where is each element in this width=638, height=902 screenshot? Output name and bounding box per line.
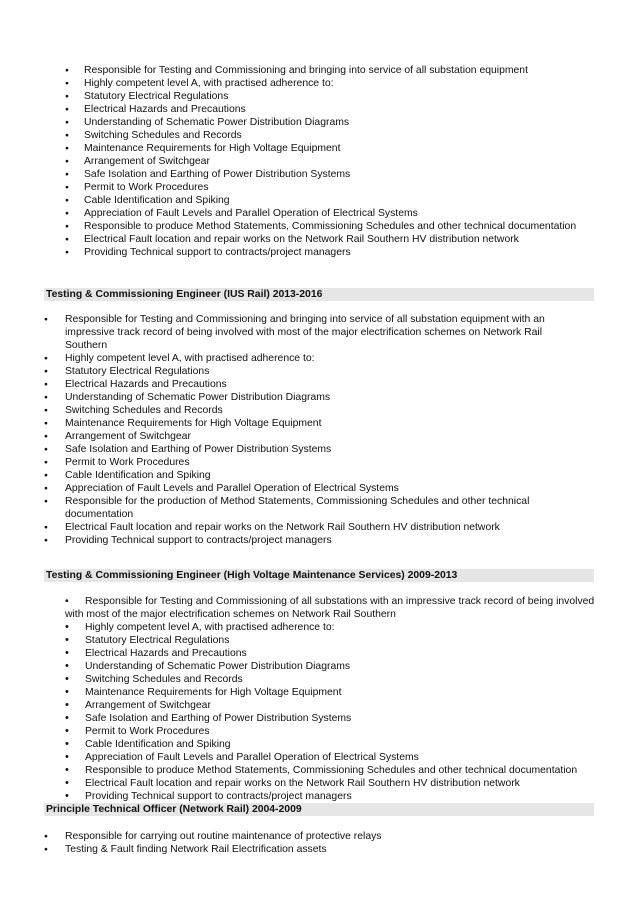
list-item: ● Responsible for Testing and Commissioning and bringing into service of all substation equipment with an impressive track record of being involved with most of the major electrification schemes on Network Rail Southern (65, 313, 580, 352)
list-item: ● Maintenance Requirements for High Voltage Equipment (84, 142, 604, 155)
lead-paragraph (65, 595, 595, 621)
list-item: ● Responsible for Testing and Commissioning and bringing into service of all substation equipment (84, 64, 604, 77)
duties-list-hv-maintenance-services (85, 621, 595, 803)
list-item: • Cable Identification and Spiking (85, 738, 595, 751)
section-heading-ius-rail: Testing & Commissioning Engineer (IUS Rail) 2013-2016 (44, 288, 594, 301)
list-item: ● Safe Isolation and Earthing of Power Distribution Systems (65, 443, 580, 456)
list-item: ● Arrangement of Switchgear (65, 430, 580, 443)
list-item: • Appreciation of Fault Levels and Parallel Operation of Electrical Systems (85, 751, 595, 764)
list-item: ● Understanding of Schematic Power Distribution Diagrams (65, 391, 580, 404)
lead-text: Responsible for Testing and Commissioning of all substations with an impressive track record of being involved with most of the major electrification schemes on Network Rail Southern (65, 596, 595, 620)
list-item: ● Highly competent level A, with practised adherence to: (84, 77, 604, 90)
list-item: ● Testing & Fault finding Network Rail Electrification assets (65, 843, 580, 856)
list-item: ● Responsible to produce Method Statements, Commissioning Schedules and other technical documentation (84, 220, 604, 233)
list-item: ● Providing Technical support to contracts/project managers (84, 246, 604, 259)
list-item: ● Permit to Work Procedures (84, 181, 604, 194)
list-item: ● Permit to Work Procedures (65, 456, 580, 469)
list-item: • Electrical Hazards and Precautions (85, 647, 595, 660)
list-item: • Arrangement of Switchgear (85, 699, 595, 712)
list-item: • Highly competent level A, with practised adherence to: (85, 621, 595, 634)
duties-list-network-rail (65, 830, 580, 856)
list-item: ● Responsible for the production of Method Statements, Commissioning Schedules and other technical documentation (65, 495, 580, 521)
list-item: • Statutory Electrical Regulations (85, 634, 595, 647)
list-item: • Providing Technical support to contracts/project managers (85, 790, 595, 803)
list-item: ● Safe Isolation and Earthing of Power Distribution Systems (84, 168, 604, 181)
list-item: ● Switching Schedules and Records (84, 129, 604, 142)
list-item: • Maintenance Requirements for High Voltage Equipment (85, 686, 595, 699)
list-item: ● Understanding of Schematic Power Distribution Diagrams (84, 116, 604, 129)
list-item: ● Electrical Fault location and repair works on the Network Rail Southern HV distribution network (84, 233, 604, 246)
section-heading-hv-maintenance-services: Testing & Commissioning Engineer (High Voltage Maintenance Services) 2009-2013 (44, 569, 594, 582)
list-item: • Electrical Fault location and repair works on the Network Rail Southern HV distribution network (85, 777, 595, 790)
list-item: • Responsible to produce Method Statements, Commissioning Schedules and other technical documentation (85, 764, 595, 777)
list-item: ● Cable Identification and Spiking (65, 469, 580, 482)
list-item: ● Appreciation of Fault Levels and Parallel Operation of Electrical Systems (65, 482, 580, 495)
list-item: ● Electrical Fault location and repair works on the Network Rail Southern HV distribution network (65, 521, 580, 534)
bullet-marker: • (65, 596, 69, 607)
list-item: ● Statutory Electrical Regulations (65, 365, 580, 378)
section-heading-network-rail: Principle Technical Officer (Network Rail) 2004-2009 (44, 803, 594, 816)
list-item: ● Switching Schedules and Records (65, 404, 580, 417)
duties-block-hv-maintenance-services (65, 595, 595, 803)
list-item: ● Highly competent level A, with practised adherence to: (65, 352, 580, 365)
list-item: ● Providing Technical support to contracts/project managers (65, 534, 580, 547)
list-item: ● Electrical Hazards and Precautions (65, 378, 580, 391)
list-item: ● Maintenance Requirements for High Voltage Equipment (65, 417, 580, 430)
list-item: ● Responsible for carrying out routine maintenance of protective relays (65, 830, 580, 843)
list-item: ● Cable Identification and Spiking (84, 194, 604, 207)
duties-list-ius-rail (65, 313, 580, 547)
list-item: • Safe Isolation and Earthing of Power Distribution Systems (85, 712, 595, 725)
list-item: ● Appreciation of Fault Levels and Parallel Operation of Electrical Systems (84, 207, 604, 220)
list-item: ● Statutory Electrical Regulations (84, 90, 604, 103)
duties-list-previous-role (84, 64, 604, 259)
list-item: • Permit to Work Procedures (85, 725, 595, 738)
list-item: • Switching Schedules and Records (85, 673, 595, 686)
list-item: ● Electrical Hazards and Precautions (84, 103, 604, 116)
list-item: ● Arrangement of Switchgear (84, 155, 604, 168)
list-item: • Understanding of Schematic Power Distribution Diagrams (85, 660, 595, 673)
